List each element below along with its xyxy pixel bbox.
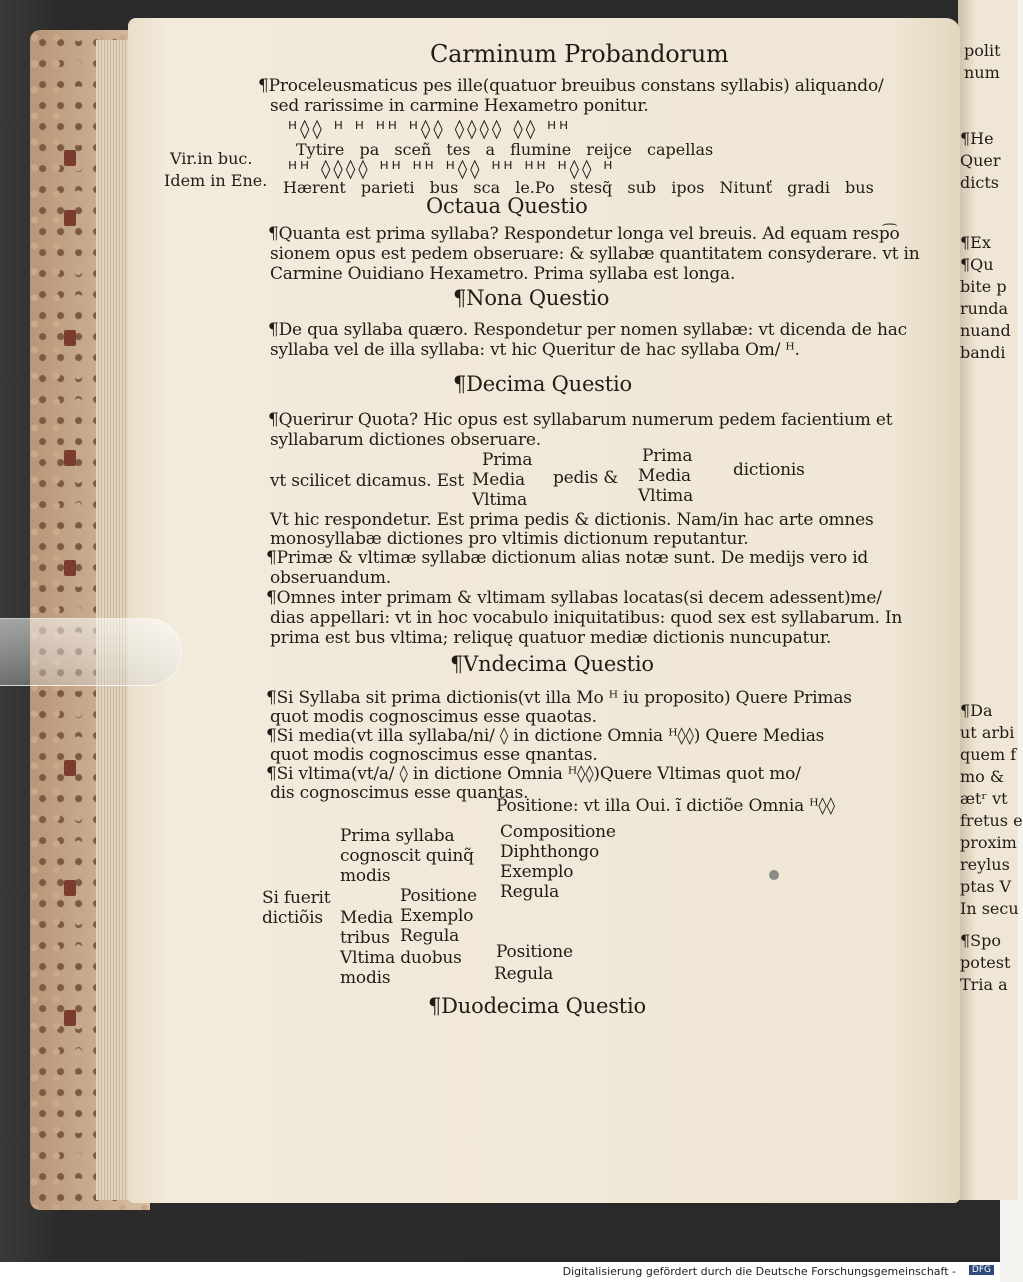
text-line: dis cognoscimus esse quantas. [270,783,529,803]
table-cell: dictiõis [262,908,323,928]
facing-fragment: bite p [960,277,1007,296]
text-line: dias appellari: vt in hoc vocabulo iniquitatibus: quod sex est syllabarum. In [270,608,903,628]
table-cell: Vltima duobus [340,948,462,968]
facing-fragment: ¶Da [960,701,993,720]
margin-note: Vir.in buc. [170,149,253,168]
text-line: obseruandum. [270,568,392,588]
table-cell: cognoscit quinq̃ [340,846,474,866]
text-line: monosyllabæ dictiones pro vltimis dictionum reputantur. [270,529,749,549]
text-line: ¶Proceleusmaticus pes ille(quatuor breuibus constans syllabis) aliquando/ [258,76,884,96]
facing-fragment: ¶Qu [960,255,994,274]
table-cell: dictionis [733,460,805,480]
footer-credit: Digitalisierung gefördert durch die Deutsche Forschungsgemeinschaft - [562,1265,956,1278]
text-line: ¶Si vltima(vt/a/ ◊ in dictione Omnia ᴴ◊◊)Quere Vltimas quot mo/ [266,764,801,784]
text-line: ¶Si media(vt illa syllaba/ni/ ◊ in dictione Omnia ᴴ◊◊) Quere Medias [266,726,825,746]
meter-notation: ᴴᴴ ◊◊◊◊ ᴴᴴ ᴴᴴ ᴴ◊◊ ᴴᴴ ᴴᴴ ᴴ◊◊ ᴴ [288,158,616,180]
table-cell: Regula [400,926,460,946]
paper-hole [769,870,779,880]
footer-bar [0,1262,1000,1282]
table-cell: Media [340,908,393,928]
section-heading: Octaua Questio [426,194,588,218]
text-line: ¶Quanta est prima syllaba? Respondetur longa vel breuis. Ad equam resp͡o [268,224,900,244]
text-line: ¶Omnes inter primam & vltimam syllabas locatas(si decem adessent)me/ [266,588,882,608]
facing-fragment: polit [964,41,1001,60]
running-head: Carminum Probandorum [430,40,729,68]
table-cell: Media [472,470,525,490]
text-line: Vt hic respondetur. Est prima pedis & dictionis. Nam/in hac arte omnes [270,510,874,530]
facing-fragment: ¶Ex [960,233,991,252]
text-line: Carmine Ouidiano Hexametro. Prima syllaba est longa. [270,264,736,284]
text-line: sed rarissime in carmine Hexametro ponitur. [270,96,649,116]
text-line: ¶De qua syllaba quæro. Respondetur per nomen syllabæ: vt dicenda de hac [268,320,908,340]
table-cell: Vltima [472,490,528,510]
table-cell: Exemplo [500,862,574,882]
glass-page-holder [0,618,182,686]
table-cell: Positione: vt illa Oui. ĩ dictiõe Omnia ᴴ◊◊ [496,796,835,816]
table-cell: Si fuerit [262,888,331,908]
section-heading: ¶Decima Questio [453,372,632,396]
facing-fragment: ¶Spo [960,931,1002,950]
table-cell: Vltima [638,486,694,506]
facing-fragment: fretus e [960,811,1023,830]
facing-fragment: mo & [960,767,1005,786]
page-tab-marker [64,450,76,466]
table-cell: Prima [642,446,693,466]
facing-fragment: proxim [960,833,1017,852]
text-line: sionem opus est pedem obseruare: & syllabæ quantitatem consyderare. vt in [270,244,920,264]
dfg-logo: DFG [969,1265,994,1275]
facing-fragment: num [964,63,1000,82]
table-cell: Positione [400,886,477,906]
section-heading: ¶Duodecima Questio [428,994,646,1018]
facing-fragment: ptas V [960,877,1012,896]
page-tab-marker [64,330,76,346]
text-line: ¶Primæ & vltimæ syllabæ dictionum alias notæ sunt. De medijs vero id [266,548,869,568]
facing-fragment: runda [960,299,1009,318]
table-cell: Regula [494,964,554,984]
facing-fragment: potest [960,953,1011,972]
text-line: ¶Querirur Quota? Hic opus est syllabarum numerum pedem facientium et [268,410,893,430]
facing-fragment: ut arbi [960,723,1015,742]
facing-fragment: Tria a [960,975,1008,994]
table-cell: modis [340,866,391,886]
section-heading: ¶Nona Questio [453,286,610,310]
page-tab-marker [64,150,76,166]
syllable-line: Tytire pa sceñ tes a flumine reijce capellas [296,140,714,159]
text-line: syllabarum dictiones obseruare. [270,430,541,450]
page-tab-marker [64,880,76,896]
page-tab-marker [64,560,76,576]
syllable-line: Hærent parieti bus sca le.Po stesq̃ sub ipos Nitunť gradi bus [283,178,874,197]
table-cell: pedis & [553,468,619,488]
facing-fragment: nuand [960,321,1011,340]
table-cell: tribus [340,928,390,948]
text-line: prima est bus vltima; reliquę quatuor mediæ dictionis nuncupatur. [270,628,832,648]
text-line: quot modis cognoscimus esse qnantas. [270,745,598,765]
text-line: syllaba vel de illa syllaba: vt hic Queritur de hac syllaba Om/ ᴴ. [270,340,800,360]
facing-fragment: dicts [960,173,999,192]
page-tab-marker [64,1010,76,1026]
facing-fragment: ¶He [960,129,994,148]
facing-fragment: bandi [960,343,1006,362]
facing-fragment: In secu [960,899,1019,918]
table-cell: modis [340,968,391,988]
table-cell: Prima syllaba [340,826,455,846]
facing-page [958,0,1023,1200]
table-intro: vt scilicet dicamus. Est [270,471,464,491]
page-tab-marker [64,210,76,226]
table-cell: Prima [482,450,533,470]
facing-fragment: ætʳ vt [960,789,1008,808]
table-cell: Diphthongo [500,842,599,862]
facing-fragment: reylus [960,855,1010,874]
table-cell: Media [638,466,691,486]
table-cell: Regula [500,882,560,902]
table-cell: Positione [496,942,573,962]
text-line: ¶Si Syllaba sit prima dictionis(vt illa Mo ᴴ iu proposito) Quere Primas [266,688,852,708]
page-tab-marker [64,760,76,776]
table-cell: Compositione [500,822,616,842]
meter-notation: ᴴ◊◊ ᴴ ᴴ ᴴᴴ ᴴ◊◊ ◊◊◊◊ ◊◊ ᴴᴴ [288,118,572,140]
text-line: quot modis cognoscimus esse quaotas. [270,707,597,727]
table-cell: Exemplo [400,906,474,926]
facing-fragment: Quer [960,151,1001,170]
facing-fragment: quem f [960,745,1017,764]
book-page [128,18,960,1203]
section-heading: ¶Vndecima Questio [450,652,654,676]
margin-note: Idem in Ene. [164,171,268,190]
